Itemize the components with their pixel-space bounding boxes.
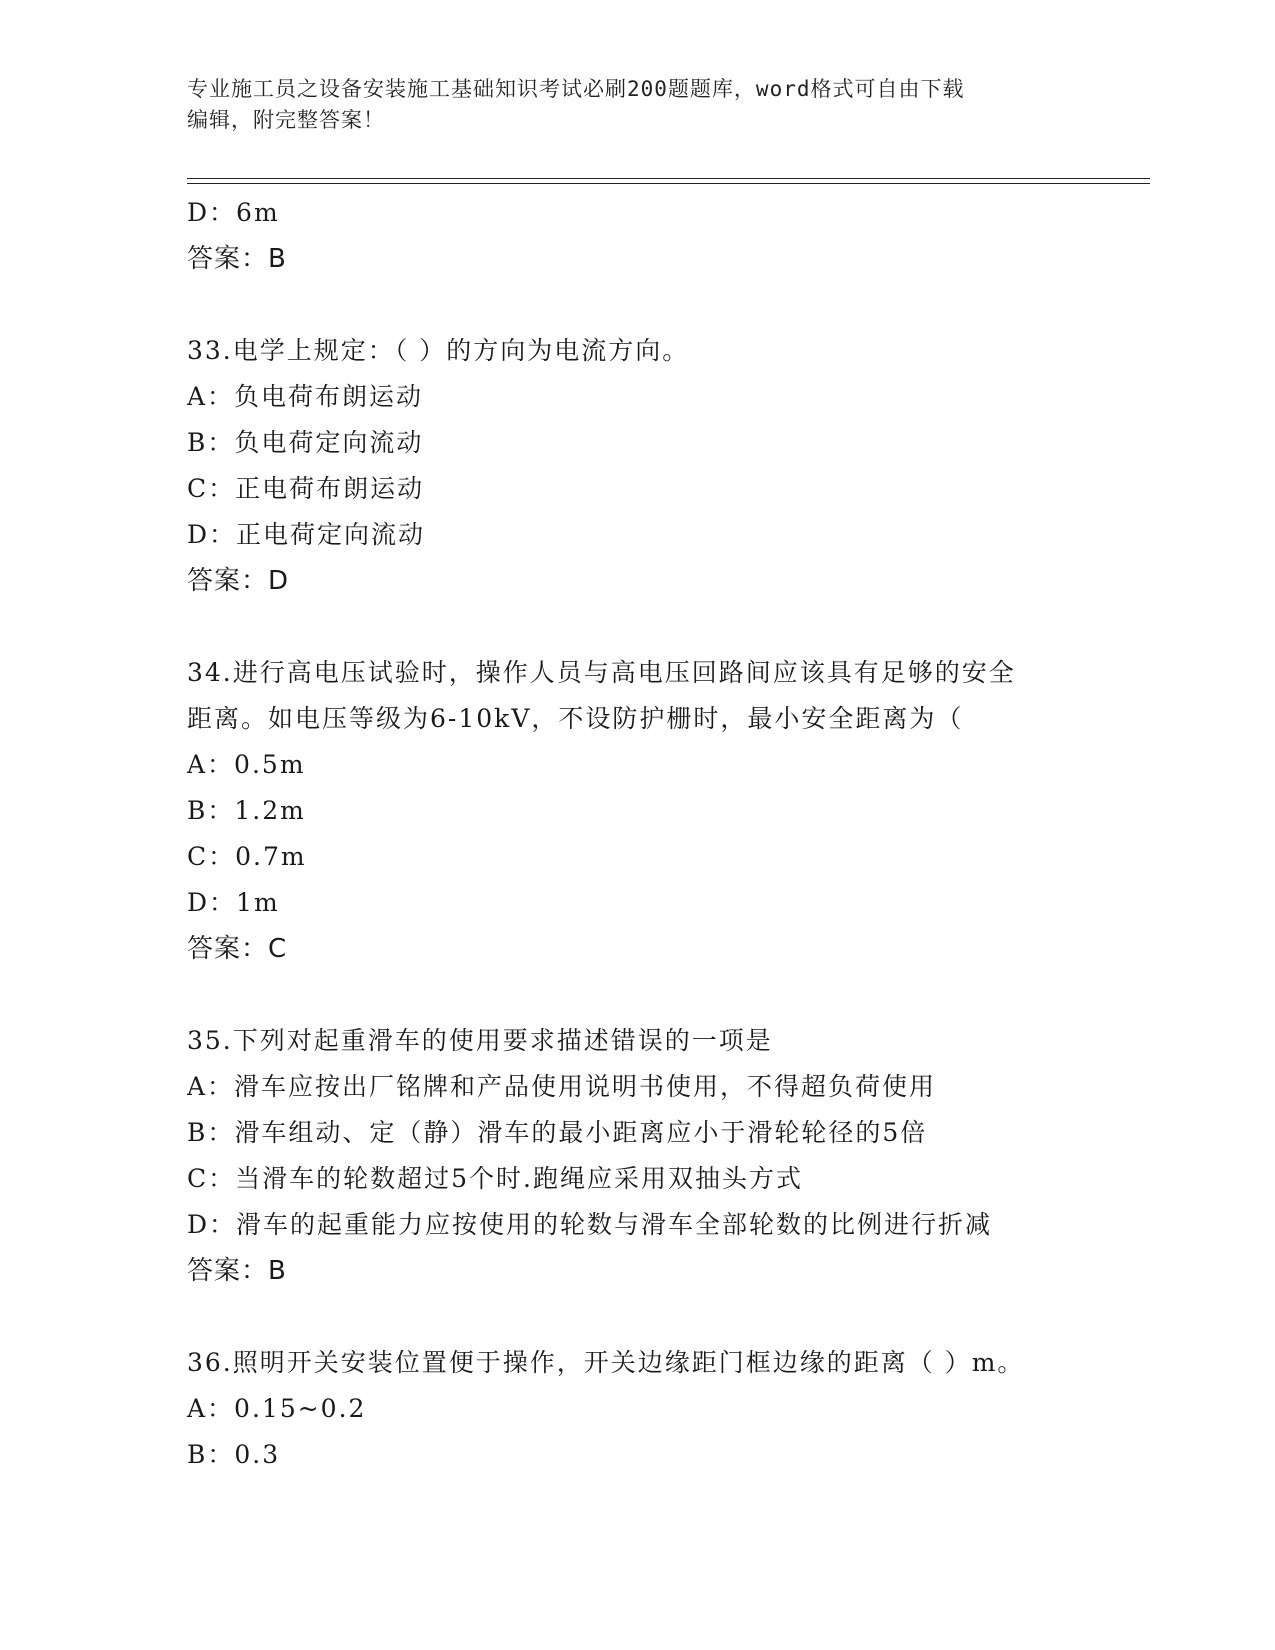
question-33-option-d: D：正电荷定向流动 xyxy=(187,520,426,549)
question-36 xyxy=(187,1340,1147,1478)
question-34-stem-line-2: 距离。如电压等级为6-10kV，不设防护栅时，最小安全距离为（ xyxy=(187,704,964,733)
question-35-answer: 答案：B xyxy=(187,1256,287,1286)
question-33-stem: 33.电学上规定：（ ）的方向为电流方向。 xyxy=(187,336,690,365)
question-33-option-b: B：负电荷定向流动 xyxy=(187,428,424,457)
question-35-option-d: D：滑车的起重能力应按使用的轮数与滑车全部轮数的比例进行折减 xyxy=(187,1210,993,1239)
question-34 xyxy=(187,650,1147,972)
question-35-option-c: C：当滑车的轮数超过5个时.跑绳应采用双抽头方式 xyxy=(187,1164,803,1193)
question-33-option-a: A：负电荷布朗运动 xyxy=(187,382,424,411)
question-32-tail xyxy=(187,190,1147,282)
question-33-option-c: C：正电荷布朗运动 xyxy=(187,474,425,503)
question-36-option-a: A：0.15~0.2 xyxy=(187,1394,367,1423)
header-title-line-2: 编辑，附完整答案！ xyxy=(187,108,385,132)
question-36-stem: 36.照明开关安装位置便于操作，开关边缘距门框边缘的距离（ ）m。 xyxy=(187,1348,1025,1377)
header-title-line-1: 专业施工员之设备安装施工基础知识考试必刷200题题库，word格式可自由下载 xyxy=(187,77,965,101)
question-gap xyxy=(187,282,1147,328)
question-gap xyxy=(187,1294,1147,1340)
question-32-option-d: D：6m xyxy=(187,198,280,227)
question-32-answer: 答案：B xyxy=(187,244,287,274)
header-divider-bottom xyxy=(187,183,1150,184)
question-content xyxy=(187,190,1147,1478)
question-35 xyxy=(187,1018,1147,1294)
question-33 xyxy=(187,328,1147,604)
question-34-option-d: D：1m xyxy=(187,888,280,917)
question-35-option-b: B：滑车组动、定（静）滑车的最小距离应小于滑轮轮径的5倍 xyxy=(187,1118,928,1147)
question-33-answer: 答案：D xyxy=(187,566,290,596)
question-gap xyxy=(187,972,1147,1018)
question-36-option-b: B：0.3 xyxy=(187,1440,281,1469)
question-34-answer: 答案：C xyxy=(187,934,288,964)
question-34-stem-line-1: 34.进行高电压试验时，操作人员与高电压回路间应该具有足够的安全 xyxy=(187,658,1016,687)
question-34-option-c: C：0.7m xyxy=(187,842,307,871)
question-35-option-a: A：滑车应按出厂铭牌和产品使用说明书使用，不得超负荷使用 xyxy=(187,1072,937,1101)
question-34-option-a: A：0.5m xyxy=(187,750,306,779)
question-gap xyxy=(187,604,1147,650)
question-35-stem: 35.下列对起重滑车的使用要求描述错误的一项是 xyxy=(187,1026,773,1055)
question-34-option-b: B：1.2m xyxy=(187,796,306,825)
page-header xyxy=(187,74,1067,136)
header-divider-top xyxy=(187,178,1150,179)
